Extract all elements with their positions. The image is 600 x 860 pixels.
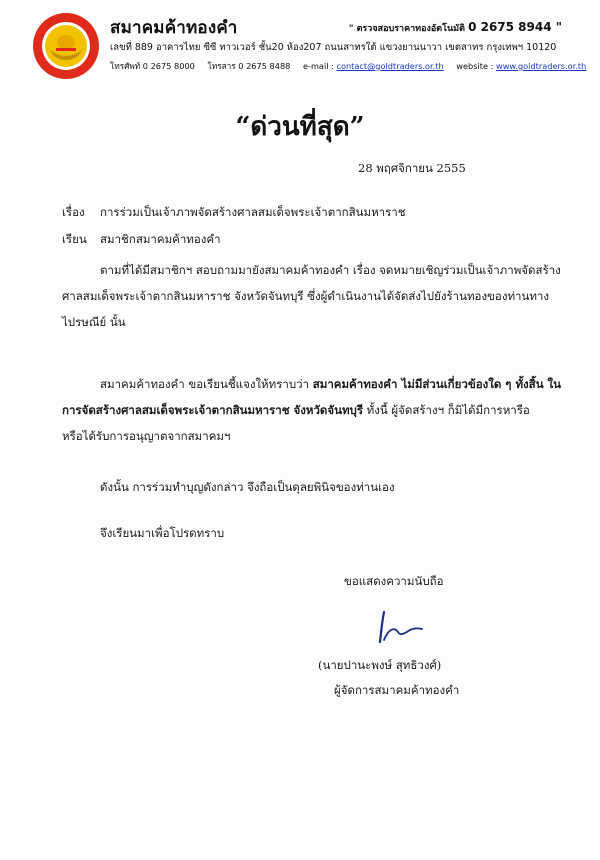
phone: โทรศัพท์ 0 2675 8000	[110, 61, 195, 71]
subject-label: เรื่อง	[62, 205, 85, 219]
paragraph-3	[62, 474, 542, 500]
paragraph-4	[62, 520, 542, 546]
recipient-label: เรียน	[62, 232, 87, 246]
paragraph-1	[62, 257, 561, 335]
text-run: สมาคมค้าทองคำ ขอเรียนชี้แจงให้ทราบว่า	[100, 377, 313, 391]
text-run: ทั้งนี้ ผู้จัดสร้างฯ ก็มิได้มีการหารือ	[363, 403, 530, 417]
paragraph-line: หรือได้รับการอนุญาตจากสมาคมฯ	[62, 429, 231, 443]
email-link[interactable]: contact@goldtraders.or.th	[336, 61, 444, 71]
website-label: website :	[456, 61, 494, 71]
closing-salutation: ขอแสดงความนับถือ	[344, 574, 444, 588]
bold-text-run: สมาคมค้าทองคำ ไม่มีส่วนเกี่ยวข้องใด ๆ ทั้งสิ้น ใน	[312, 377, 562, 391]
hotline-number: 0 2675 8944 "	[468, 20, 562, 34]
subject-text: การร่วมเป็นเจ้าภาพจัดสร้างศาลสมเด็จพระเจ้าตากสินมหาราช	[100, 205, 406, 219]
hotline-label: " ตรวจสอบราคาทองอัตโนมัติ	[348, 24, 465, 34]
urgent-title: “ด่วนที่สุด”	[235, 112, 365, 142]
recipient-text: สมาชิกสมาคมค้าทองคำ	[100, 232, 221, 246]
handwritten-signature	[370, 604, 430, 646]
paragraph-line	[62, 397, 542, 423]
paragraph-line: จึงเรียนมาเพื่อโปรดทราบ	[100, 526, 225, 540]
paragraph-line: ศาลสมเด็จพระเจ้าตากสินมหาราช จังหวัดจันทบุรี ซึ่งผู้ดำเนินงานได้จัดส่งไปยังร้านทองของท่านทาง	[62, 289, 549, 303]
fax: โทรสาร 0 2675 8488	[207, 61, 291, 71]
website-link[interactable]: www.goldtraders.or.th	[496, 61, 587, 71]
address: เลขที่ 889 อาคารไทย ซีซี ทาวเวอร์ ชั้น20 ห้อง207 ถนนสาทรใต้ แขวงยานนาวา เขตสาทร กรุงเทพฯ 10120	[110, 42, 557, 53]
email-label: e-mail :	[302, 61, 334, 71]
letter-date: 28 พฤศจิกายน 2555	[358, 161, 466, 175]
bold-text-run: การจัดสร้างศาลสมเด็จพระเจ้าตากสินมหาราช จังหวัดจันทบุรี	[62, 403, 364, 417]
letterhead	[32, 10, 587, 82]
paragraph-line: ไปรษณีย์ นั้น	[62, 315, 126, 329]
paragraph-line: ตามที่ได้มีสมาชิกฯ สอบถามมายังสมาคมค้าทองคำ เรื่อง จดหมายเชิญร่วมเป็นเจ้าภาพจัดสร้าง	[100, 263, 561, 277]
paragraph-2	[62, 371, 562, 449]
paragraph-line: ดังนั้น การร่วมทำบุญดังกล่าว จึงถือเป็นดุลยพินิจของท่านเอง	[100, 480, 395, 494]
org-name: สมาคมค้าทองคำ	[110, 18, 238, 38]
signer-name: (นายปานะพงษ์ สุทธิวงศ์)	[318, 658, 442, 672]
association-logo	[32, 12, 100, 80]
subject-row	[62, 204, 406, 222]
signer-title: ผู้จัดการสมาคมค้าทองคำ	[334, 683, 460, 697]
paragraph-line	[62, 371, 562, 397]
recipient-row	[62, 231, 221, 249]
contact-line	[110, 60, 586, 73]
hotline	[349, 20, 562, 35]
